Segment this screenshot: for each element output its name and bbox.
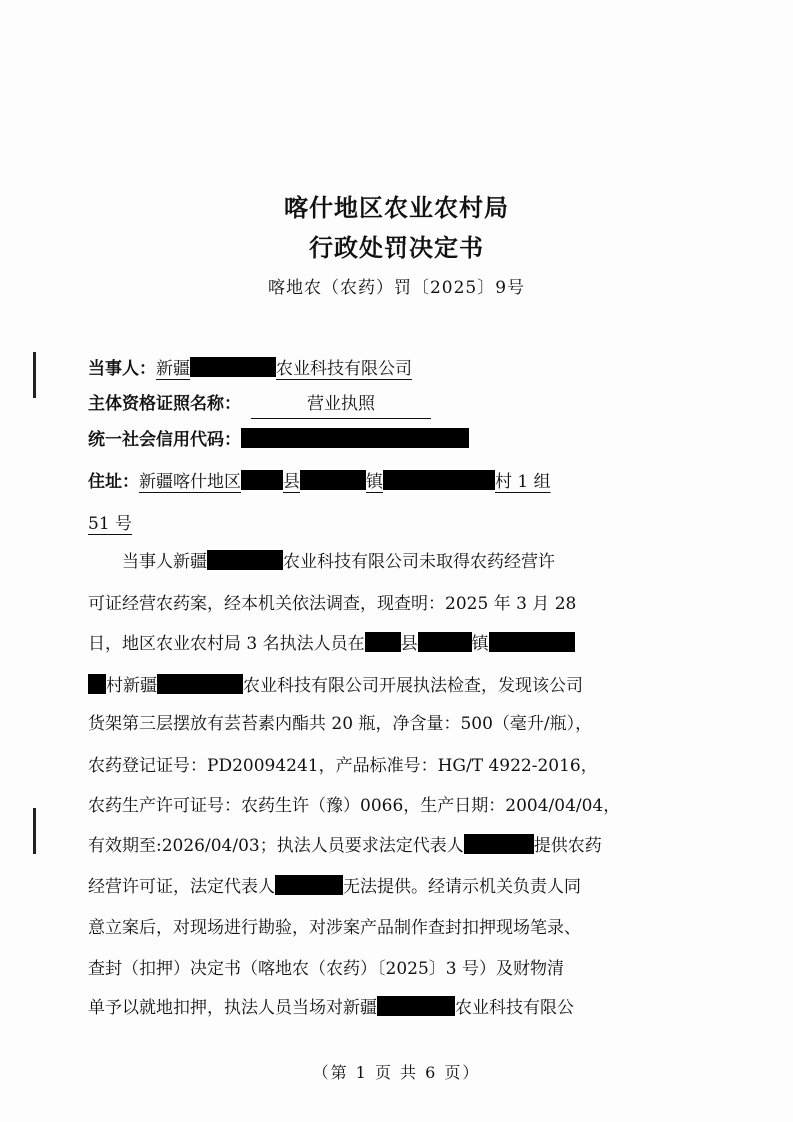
address-part: 镇 — [366, 472, 383, 492]
address-part: 县 — [283, 472, 300, 492]
body-text: 镇 — [471, 634, 489, 654]
redaction-block — [377, 996, 455, 1016]
party-name-suffix: 农业科技有限公司 — [276, 359, 412, 379]
margin-mark — [33, 808, 36, 854]
body-text: 单予以就地扣押，执法人员当场对新疆 — [88, 998, 377, 1018]
body-line — [88, 548, 688, 576]
body-line: 农药生产许可证号：农药生许（豫）0066，生产日期：2004/04/04， — [88, 796, 621, 816]
body-line — [88, 873, 688, 901]
body-line — [88, 832, 688, 860]
document-number: 喀地农（农药）罚〔2025〕9号 — [267, 278, 526, 298]
body-line — [88, 994, 688, 1022]
body-text: 农业科技有限公司开展执法检查，发现该公司 — [243, 676, 583, 696]
address-continuation — [88, 510, 688, 538]
redaction-block — [418, 632, 472, 652]
body-line: 意立案后，对现场进行勘验，对涉案产品制作查封扣押现场笔录、 — [88, 918, 581, 938]
redaction-block — [88, 674, 106, 694]
redaction-block — [207, 550, 283, 570]
body-text: 无法提供。经请示机关负责人同 — [343, 877, 581, 897]
address-line — [88, 468, 688, 496]
body-text: 提供农药 — [533, 836, 602, 856]
qualification-line — [88, 390, 688, 419]
document-type-title: 行政处罚决定书 — [309, 234, 484, 262]
party-label: 当事人： — [88, 359, 156, 379]
body-line — [88, 630, 688, 658]
body-line: 可证经营农药案，经本机关依法调查，现查明：2025 年 3 月 28 — [88, 594, 577, 614]
address-part: 村 1 组 — [495, 472, 551, 492]
body-text: 村新疆 — [106, 676, 157, 696]
qualification-label: 主体资格证照名称： — [88, 394, 241, 414]
body-text: 当事人新疆 — [122, 552, 207, 572]
redaction-block — [241, 428, 469, 448]
agency-title: 喀什地区农业农村局 — [284, 194, 509, 222]
redaction-block — [275, 875, 343, 895]
body-line: 农药登记证号：PD20094241，产品标准号：HG/T 4922-2016， — [88, 756, 598, 776]
redaction-block — [383, 470, 495, 490]
redaction-block — [241, 470, 283, 490]
body-text: 经营许可证，法定代表人 — [88, 877, 275, 897]
body-text: 有效期至:2026/04/03；执法人员要求法定代表人 — [88, 836, 464, 856]
address-part: 新疆喀什地区 — [139, 472, 241, 492]
body-text: 日，地区农业农村局 3 名执法人员在 — [88, 634, 365, 654]
redaction-block — [365, 632, 401, 652]
margin-mark — [33, 352, 36, 398]
credit-code-line — [88, 426, 688, 454]
address-label: 住址： — [88, 472, 139, 492]
redaction-block — [464, 834, 534, 854]
party-line — [88, 355, 688, 383]
address-part: 51 号 — [88, 514, 133, 534]
credit-code-label: 统一社会信用代码： — [88, 430, 241, 450]
redaction-block — [157, 674, 243, 694]
redaction-block — [190, 357, 276, 377]
body-line: 货架第三层摆放有芸苔素内酯共 20 瓶，净含量：500（毫升/瓶）， — [88, 714, 593, 734]
qualification-value: 营业执照 — [251, 390, 431, 419]
body-line: 查封（扣押）决定书（喀地农（农药）〔2025〕3 号）及财物清 — [88, 959, 564, 979]
redaction-block — [489, 632, 575, 652]
body-text: 县 — [400, 634, 418, 654]
page-footer: （第 1 页 共 6 页） — [312, 1063, 481, 1082]
body-text: 农业科技有限公司未取得农药经营许 — [283, 552, 555, 572]
redaction-block — [300, 470, 366, 490]
body-text: 农业科技有限公 — [455, 998, 574, 1018]
body-line — [88, 672, 688, 700]
party-name-prefix: 新疆 — [156, 359, 190, 379]
